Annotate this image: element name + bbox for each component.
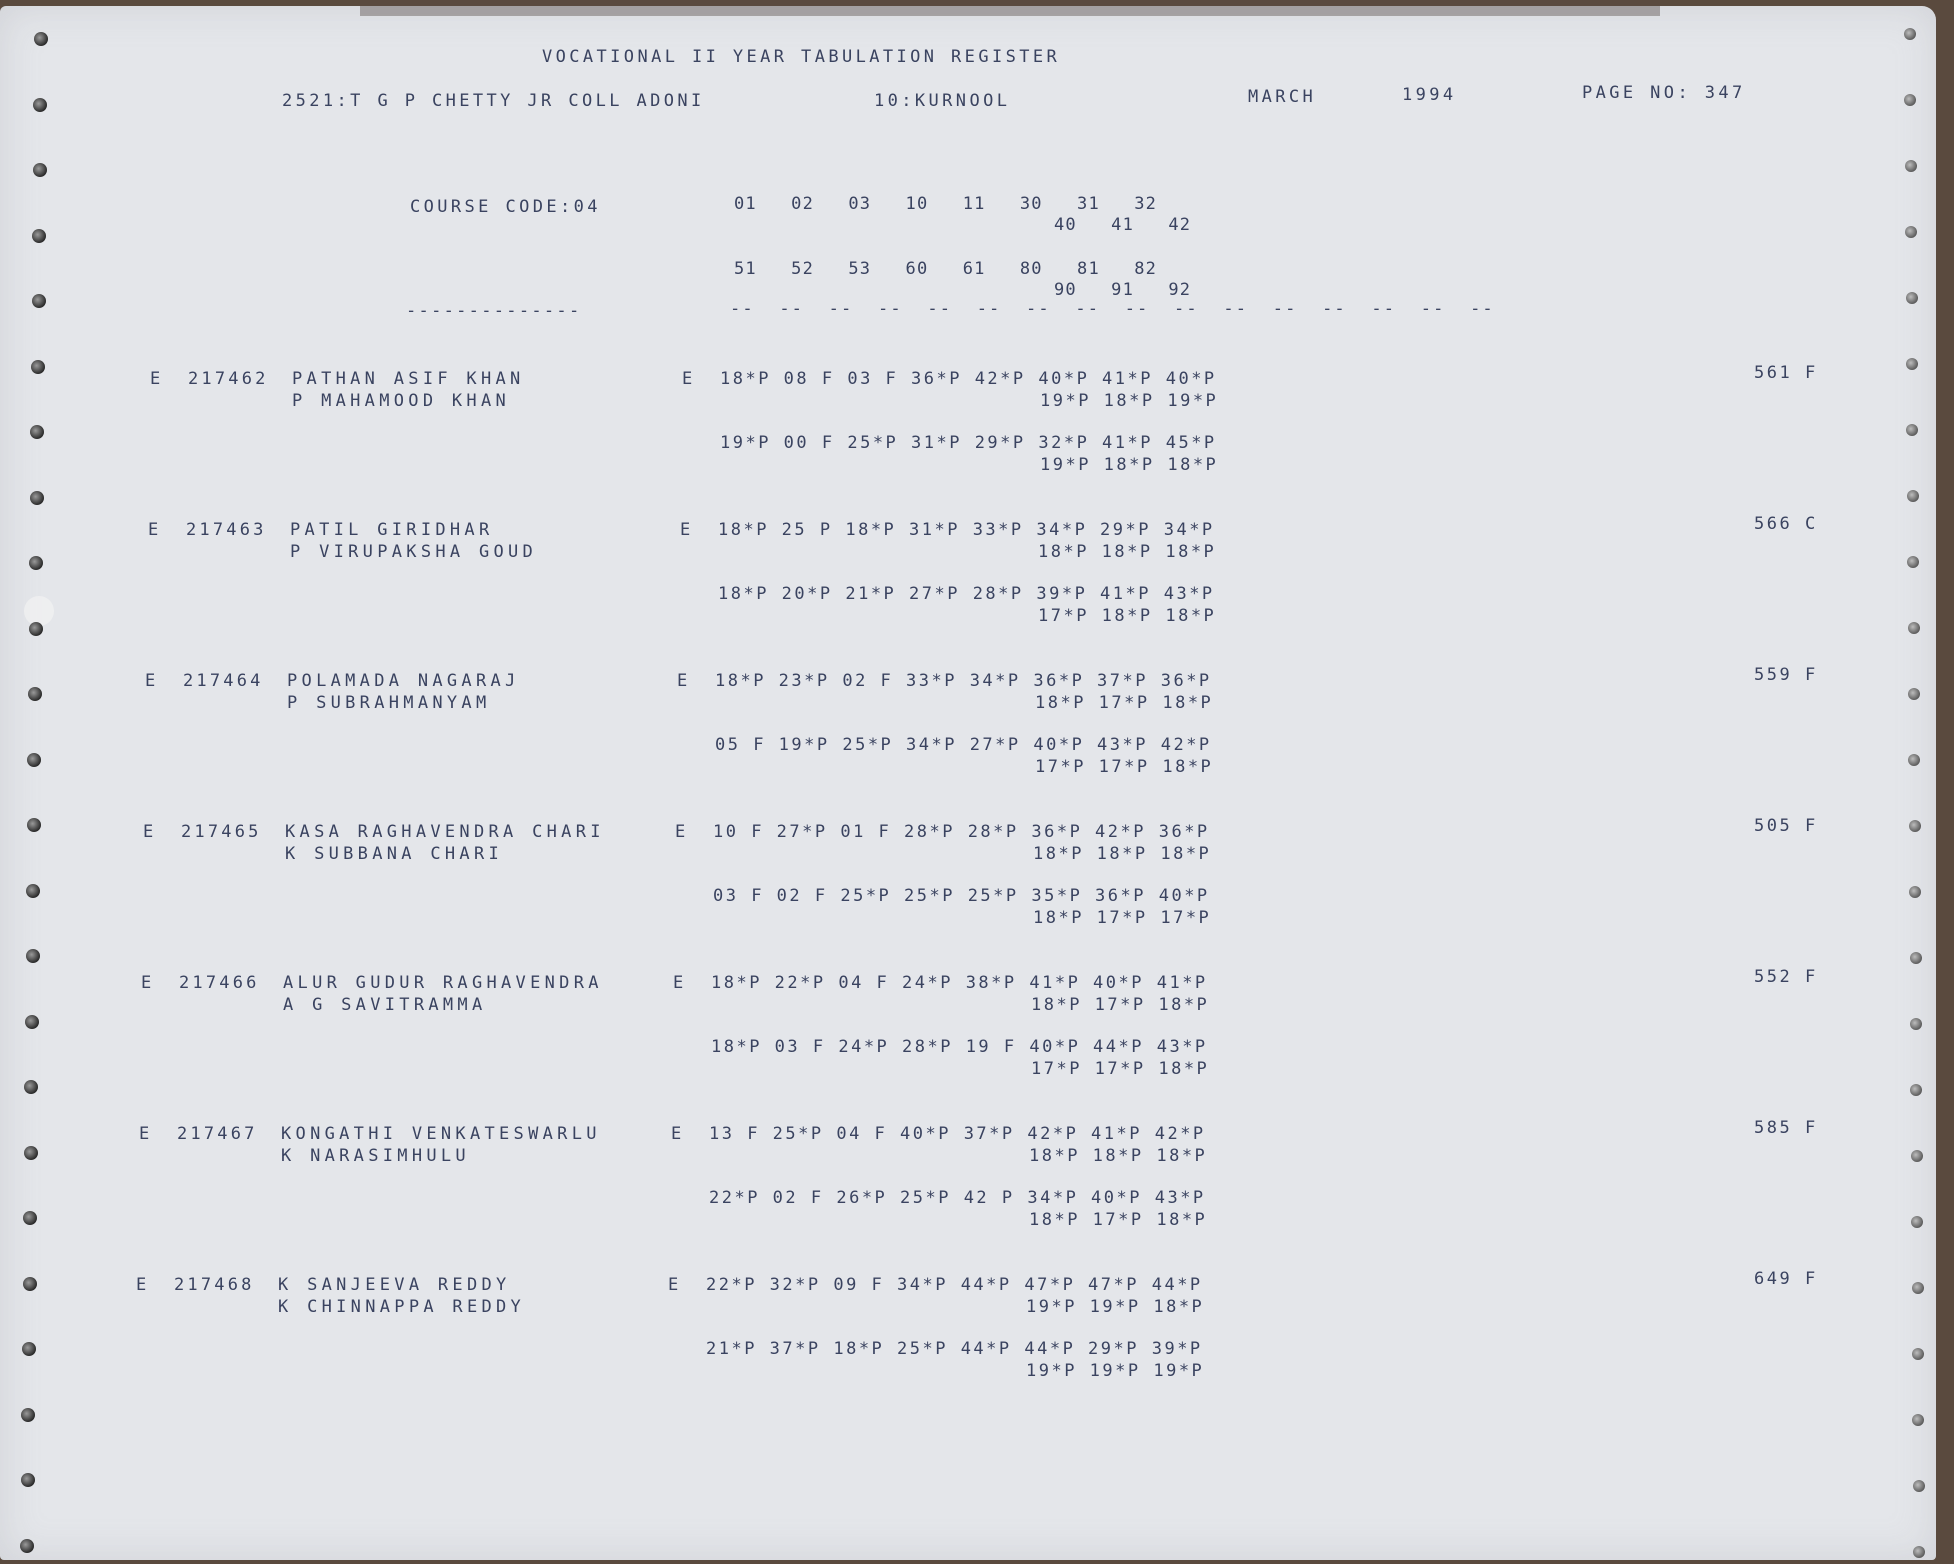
feed-hole-icon <box>33 98 47 112</box>
marks-row1: 18*P 08 F 03 F 36*P 42*P 40*P 41*P 40*P <box>720 369 1217 389</box>
page-number: PAGE NO: 347 <box>1582 83 1746 103</box>
feed-hole-icon <box>1906 358 1918 370</box>
feed-hole-icon <box>24 1146 38 1160</box>
marks-row1-extra: 19*P 19*P 18*P <box>1026 1297 1205 1317</box>
category-code: E <box>145 671 159 691</box>
total-result: 559 F <box>1754 665 1818 685</box>
register-sheet <box>0 6 1936 1560</box>
marks-row2-extra: 17*P 17*P 18*P <box>1035 757 1214 777</box>
student-name: PATIL GIRIDHAR <box>290 520 494 540</box>
feed-hole-icon <box>34 32 48 46</box>
feed-hole-icon <box>1910 1018 1922 1030</box>
feed-hole-icon <box>1910 952 1922 964</box>
student-name: PATHAN ASIF KHAN <box>292 369 525 389</box>
feed-hole-icon <box>26 949 40 963</box>
total-result: 552 F <box>1754 967 1818 987</box>
student-name: K SANJEEVA REDDY <box>278 1275 511 1295</box>
feed-hole-icon <box>1904 28 1916 40</box>
parent-name: A G SAVITRAMMA <box>283 995 487 1015</box>
marks-row2: 18*P 20*P 21*P 27*P 28*P 39*P 41*P 43*P <box>718 584 1215 604</box>
marks-row1-extra: 18*P 18*P 18*P <box>1033 844 1212 864</box>
feed-hole-icon <box>30 491 44 505</box>
marks-row1: 13 F 25*P 04 F 40*P 37*P 42*P 41*P 42*P <box>709 1124 1206 1144</box>
category-code: E <box>141 973 155 993</box>
feed-hole-icon <box>1906 292 1918 304</box>
parent-name: K SUBBANA CHARI <box>285 844 504 864</box>
marks-row2: 19*P 00 F 25*P 31*P 29*P 32*P 41*P 45*P <box>720 433 1217 453</box>
feed-hole-icon <box>23 1277 37 1291</box>
marks-row1: 22*P 32*P 09 F 34*P 44*P 47*P 47*P 44*P <box>706 1275 1203 1295</box>
feed-hole-icon <box>29 622 43 636</box>
parent-name: P MAHAMOOD KHAN <box>292 391 511 411</box>
marks-row2-extra: 18*P 17*P 17*P <box>1033 908 1212 928</box>
feed-hole-icon <box>1907 490 1919 502</box>
medium-code: E <box>673 973 687 993</box>
marks-row1-extra: 18*P 17*P 18*P <box>1035 693 1214 713</box>
subject-codes-row2b: 90 91 92 <box>1054 280 1192 300</box>
category-code: E <box>139 1124 153 1144</box>
subject-codes-row2: 51 52 53 60 61 80 81 82 <box>734 259 1158 279</box>
feed-hole-icon <box>22 1342 36 1356</box>
roll-number: 217466 <box>179 973 260 993</box>
category-code: E <box>150 369 164 389</box>
feed-hole-icon <box>28 687 42 701</box>
marks-row2: 03 F 02 F 25*P 25*P 25*P 35*P 36*P 40*P <box>713 886 1210 906</box>
medium-code: E <box>671 1124 685 1144</box>
roll-number: 217464 <box>183 671 264 691</box>
category-code: E <box>136 1275 150 1295</box>
register-title: VOCATIONAL II YEAR TABULATION REGISTER <box>542 47 1061 67</box>
feed-hole-icon <box>1905 160 1917 172</box>
parent-name: K CHINNAPPA REDDY <box>278 1297 526 1317</box>
course-underline: -------------- <box>406 301 582 321</box>
feed-hole-icon <box>32 294 46 308</box>
marks-row2: 05 F 19*P 25*P 34*P 27*P 40*P 43*P 42*P <box>715 735 1212 755</box>
feed-hole-icon <box>21 1473 35 1487</box>
marks-row2: 18*P 03 F 24*P 28*P 19 F 40*P 44*P 43*P <box>711 1037 1208 1057</box>
total-result: 649 F <box>1754 1269 1818 1289</box>
feed-hole-icon <box>1909 820 1921 832</box>
feed-hole-icon <box>33 163 47 177</box>
category-code: E <box>148 520 162 540</box>
total-result: 561 F <box>1754 363 1818 383</box>
feed-hole-icon <box>32 229 46 243</box>
college-name: 2521:T G P CHETTY JR COLL ADONI <box>282 91 705 111</box>
feed-hole-icon <box>31 360 45 374</box>
feed-hole-icon <box>20 1539 34 1553</box>
roll-number: 217468 <box>174 1275 255 1295</box>
exam-year: 1994 <box>1402 85 1457 105</box>
roll-number: 217462 <box>188 369 269 389</box>
roll-number: 217467 <box>177 1124 258 1144</box>
feed-hole-icon <box>27 753 41 767</box>
marks-row2: 21*P 37*P 18*P 25*P 44*P 44*P 29*P 39*P <box>706 1339 1203 1359</box>
student-name: POLAMADA NAGARAJ <box>287 671 520 691</box>
parent-name: P VIRUPAKSHA GOUD <box>290 542 538 562</box>
marks-row1: 18*P 25 P 18*P 31*P 33*P 34*P 29*P 34*P <box>718 520 1215 540</box>
column-dashes: -- -- -- -- -- -- -- -- -- -- -- -- -- -- -- -- <box>730 299 1495 319</box>
feed-hole-icon <box>1913 1480 1925 1492</box>
medium-code: E <box>682 369 696 389</box>
student-name: KASA RAGHAVENDRA CHARI <box>285 822 605 842</box>
medium-code: E <box>675 822 689 842</box>
marks-row2-extra: 17*P 17*P 18*P <box>1031 1059 1210 1079</box>
feed-hole-icon <box>1908 622 1920 634</box>
student-name: ALUR GUDUR RAGHAVENDRA <box>283 973 603 993</box>
marks-row1-extra: 18*P 18*P 18*P <box>1038 542 1217 562</box>
feed-hole-icon <box>26 884 40 898</box>
marks-row1: 18*P 22*P 04 F 24*P 38*P 41*P 40*P 41*P <box>711 973 1208 993</box>
medium-code: E <box>680 520 694 540</box>
marks-row2: 22*P 02 F 26*P 25*P 42 P 34*P 40*P 43*P <box>709 1188 1206 1208</box>
total-result: 585 F <box>1754 1118 1818 1138</box>
feed-hole-icon <box>27 818 41 832</box>
feed-hole-icon <box>25 1015 39 1029</box>
marks-row1-extra: 19*P 18*P 19*P <box>1040 391 1219 411</box>
marks-row1-extra: 18*P 18*P 18*P <box>1029 1146 1208 1166</box>
marks-row1-extra: 18*P 17*P 18*P <box>1031 995 1210 1015</box>
marks-row1: 10 F 27*P 01 F 28*P 28*P 36*P 42*P 36*P <box>713 822 1210 842</box>
roll-number: 217463 <box>186 520 267 540</box>
torn-edge <box>360 6 1660 16</box>
category-code: E <box>143 822 157 842</box>
marks-row2-extra: 18*P 17*P 18*P <box>1029 1210 1208 1230</box>
total-result: 505 F <box>1754 816 1818 836</box>
district-name: 10:KURNOOL <box>874 91 1011 111</box>
student-name: KONGATHI VENKATESWARLU <box>281 1124 601 1144</box>
parent-name: K NARASIMHULU <box>281 1146 470 1166</box>
subject-codes-row1b: 40 41 42 <box>1054 215 1192 235</box>
subject-codes-row1: 01 02 03 10 11 30 31 32 <box>734 194 1158 214</box>
feed-hole-icon <box>1911 1150 1923 1162</box>
total-result: 566 C <box>1754 514 1818 534</box>
exam-month: MARCH <box>1248 87 1317 107</box>
roll-number: 217465 <box>181 822 262 842</box>
parent-name: P SUBRAHMANYAM <box>287 693 491 713</box>
feed-hole-icon <box>1912 1282 1924 1294</box>
marks-row2-extra: 19*P 19*P 19*P <box>1026 1361 1205 1381</box>
marks-row2-extra: 19*P 18*P 18*P <box>1040 455 1219 475</box>
feed-hole-icon <box>1912 1348 1924 1360</box>
medium-code: E <box>677 671 691 691</box>
course-code-label: COURSE CODE:04 <box>410 197 601 217</box>
marks-row1: 18*P 23*P 02 F 33*P 34*P 36*P 37*P 36*P <box>715 671 1212 691</box>
marks-row2-extra: 17*P 18*P 18*P <box>1038 606 1217 626</box>
medium-code: E <box>668 1275 682 1295</box>
feed-hole-icon <box>1908 688 1920 700</box>
feed-hole-icon <box>21 1408 35 1422</box>
